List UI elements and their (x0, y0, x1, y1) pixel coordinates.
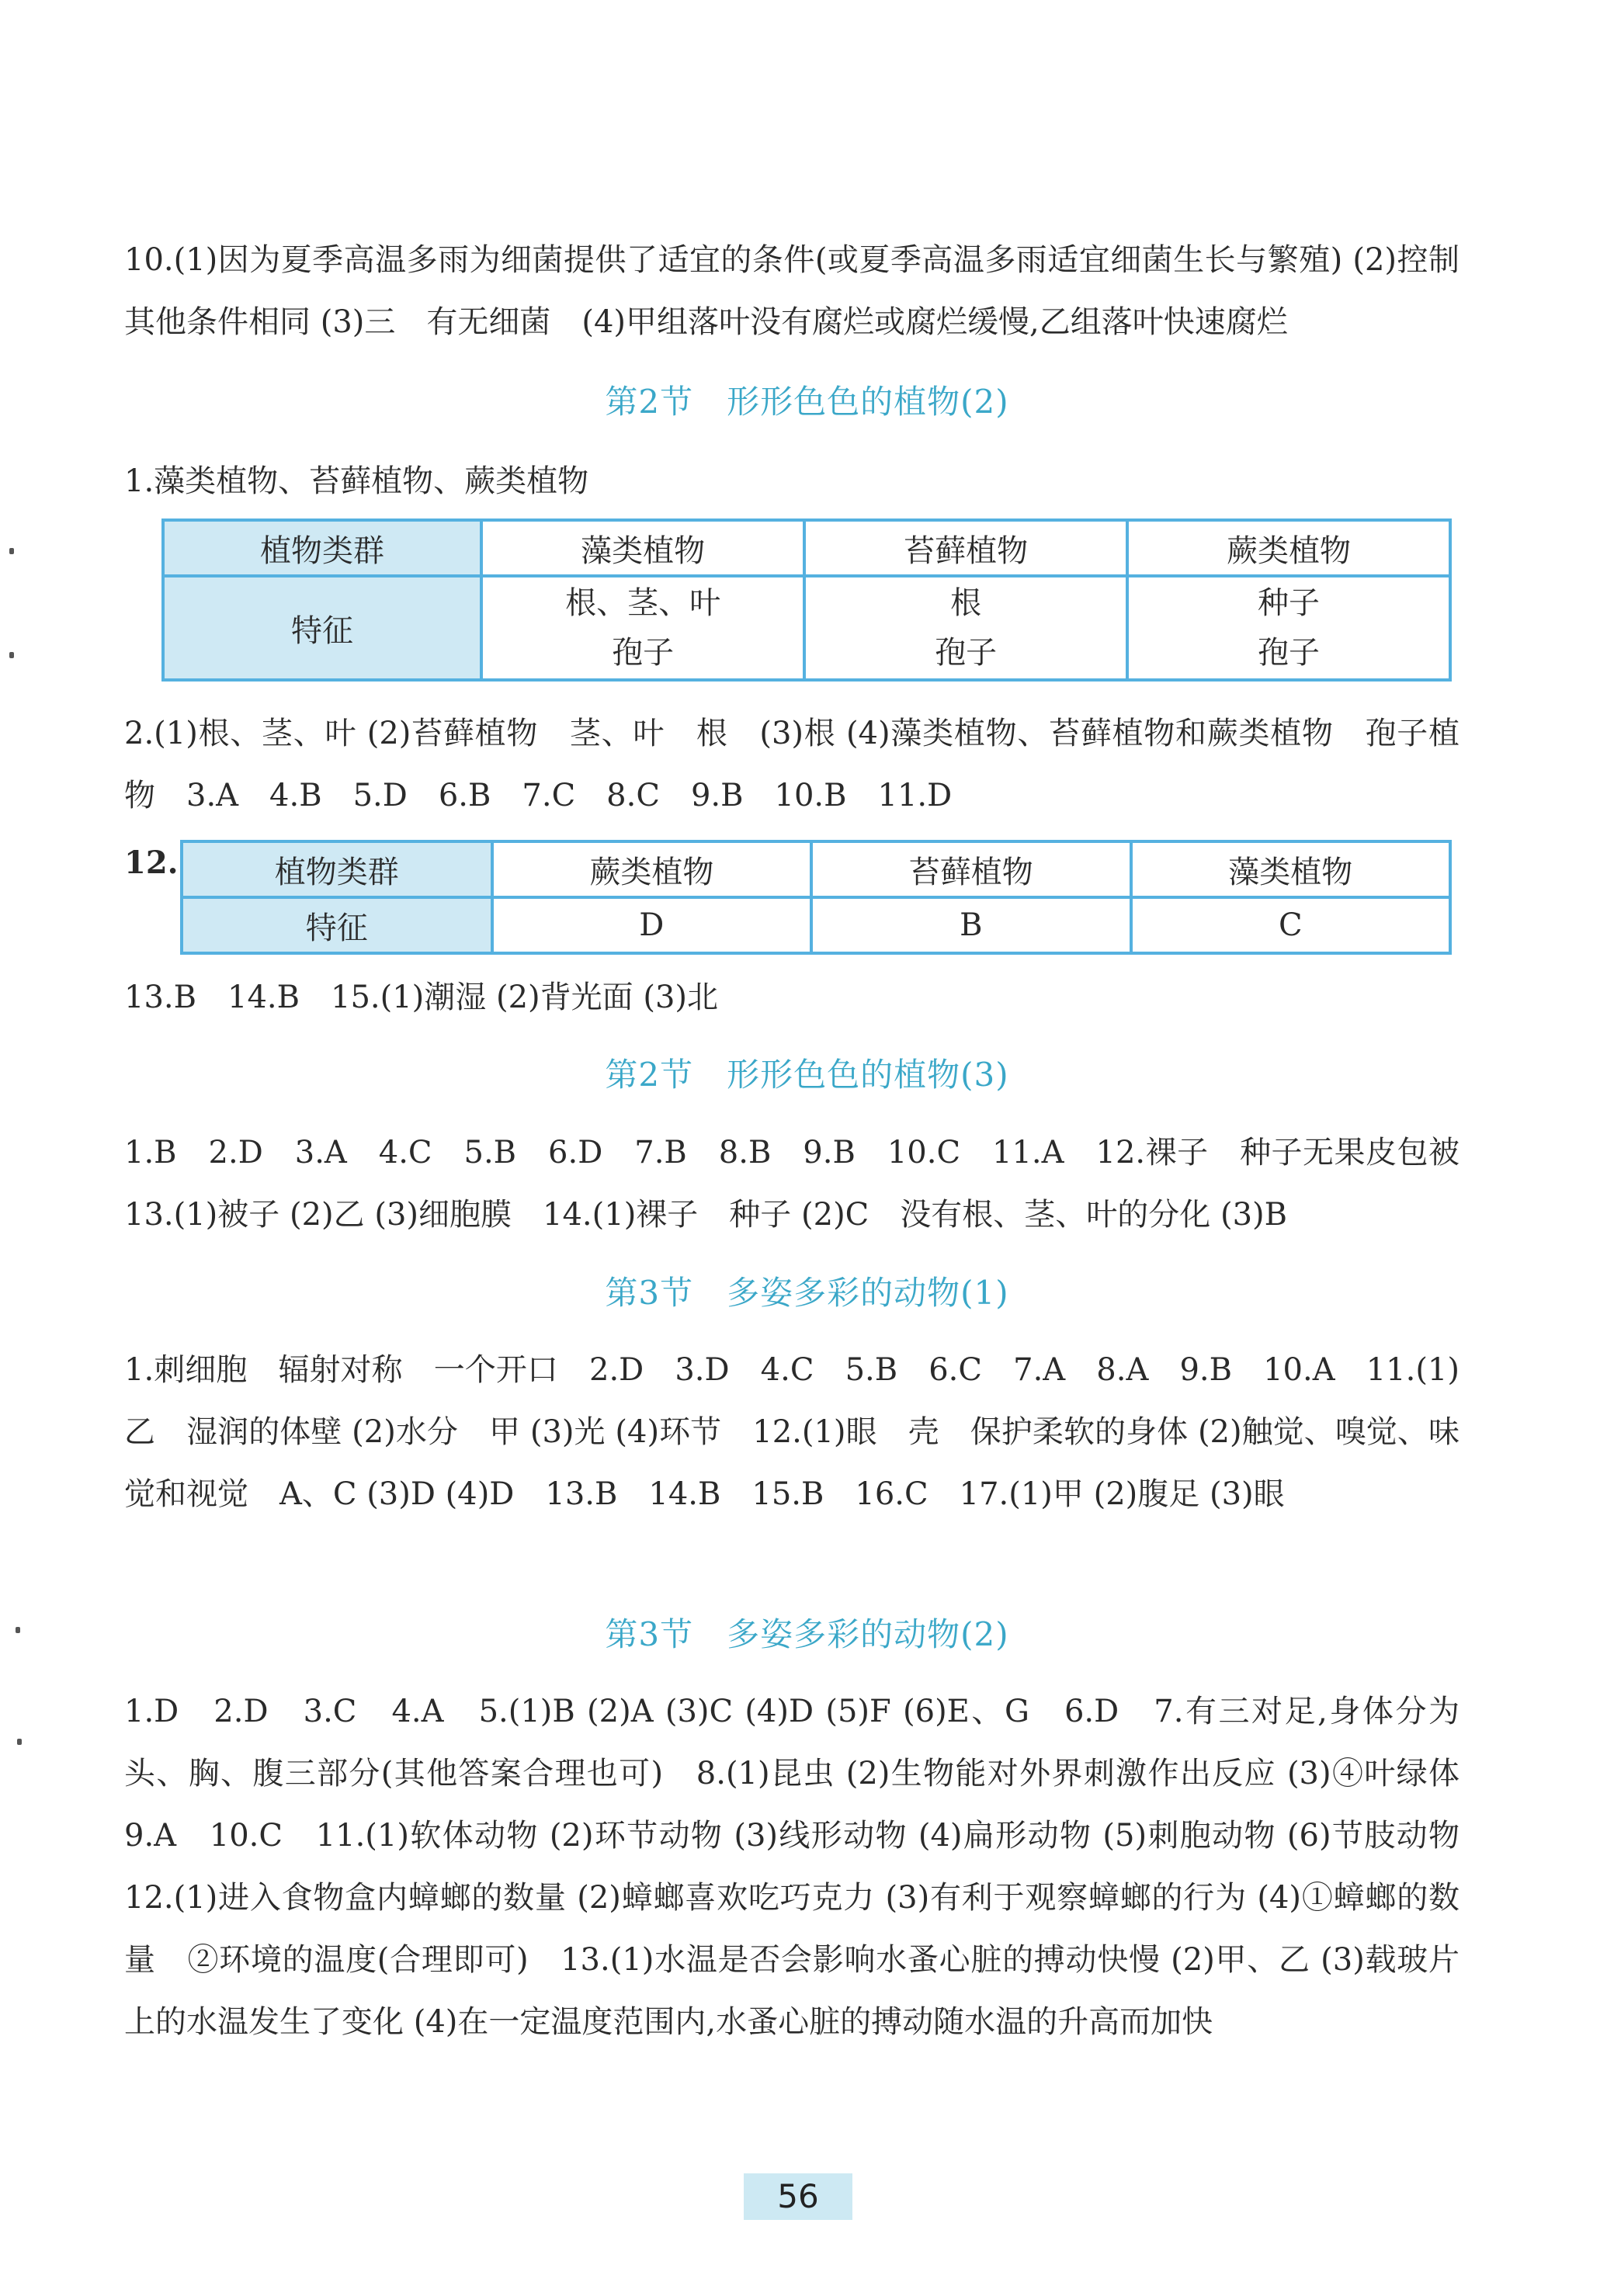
table1-cell-1-line-2: 孢子 (612, 635, 675, 671)
table1-cell-3 (1127, 576, 1450, 680)
answer-block-q10: 10.(1)因为夏季高温多雨为细菌提供了适宜的条件(或夏季高温多雨适宜细菌生长与繁殖) (2)控制其他条件相同 (3)三 有无细菌 (4)甲组落叶没有腐烂或腐烂缓慢,乙组落叶快速腐烂 (124, 242, 1460, 340)
question-number-12: 12. (124, 845, 179, 881)
section-heading-plants-2: 第2节 形形色色的植物(2) (605, 383, 1009, 421)
plant-table-2 (180, 840, 1452, 955)
table2-cell-2: B (811, 897, 1130, 953)
table1-cell-2-line-1: 根 (950, 585, 982, 621)
table2-cell-3: C (1131, 897, 1450, 953)
section-heading-plants-3: 第2节 形形色色的植物(3) (605, 1056, 1009, 1094)
table1-cell-3-line-1: 种子 (1258, 585, 1321, 621)
table2-cell-1: D (492, 897, 811, 953)
table1-header-0: 植物类群 (163, 520, 481, 576)
table2-header-1: 蕨类植物 (492, 841, 811, 897)
page-number: 56 (744, 2173, 852, 2220)
table1-header-1: 藻类植物 (481, 520, 804, 576)
table1-cell-2 (804, 576, 1127, 680)
table2-header-0: 植物类群 (182, 841, 492, 897)
table1-cell-1 (481, 576, 804, 680)
answer-block-q2-q11: 2.(1)根、茎、叶 (2)苔藓植物 茎、叶 根 (3)根 (4)藻类植物、苔藓植物和蕨类植物 孢子植物 3.A 4.B 5.D 6.B 7.C 8.C 9.B 10.B 11.D (124, 716, 1460, 813)
answer-block-q1-plants-2: 1.藻类植物、苔藓植物、蕨类植物 (124, 463, 589, 499)
table1-cell-1-line-1: 根、茎、叶 (565, 585, 721, 621)
answer-block-animals-1: 1.刺细胞 辐射对称 一个开口 2.D 3.D 4.C 5.B 6.C 7.A 8.A 9.B 10.A 11.(1)乙 湿润的体壁 (2)水分 甲 (3)光 (4)环节 12.(1)眼 壳 保护柔软的身体 (2)触觉、嗅觉、味觉和视觉 A、C (3)D (4)D 13.B 14.B 15.B 16.C 17.(1)甲 (2)腹足 (3)眼 (124, 1352, 1460, 1512)
answer-block-animals-2: 1.D 2.D 3.C 4.A 5.(1)B (2)A (3)C (4)D (5)F (6)E、G 6.D 7.有三对足,身体分为头、胸、腹三部分(其他答案合理也可) 8.(1)昆虫 (2)生物能对外界刺激作出反应 (3)④叶绿体 9.A 10.C 11.(1)软体动物 (2)环节动物 (3)线形动物 (4)扁形动物 (5)刺胞动物 (6)节肢动物 12.(1)进入食物盒内蟑螂的数量 (2)蟑螂喜欢吃巧克力 (3)有利于观察蟑螂的行为 (4)①蟑螂的数量 ②环境的温度(合理即可) 13.(1)水温是否会影响水蚤心脏的搏动快慢 (2)甲、乙 (3)载玻片上的水温发生了变化 (4)在一定温度范围内,水蚤心脏的搏动随水温的升高而加快 (124, 1694, 1491, 2040)
table1-header-3: 蕨类植物 (1127, 520, 1450, 576)
table1-row-label: 特征 (163, 576, 481, 680)
section-heading-animals-2: 第3节 多姿多彩的动物(2) (605, 1615, 1009, 1653)
table2-header-2: 苔藓植物 (811, 841, 1130, 897)
table1-header-2: 苔藓植物 (804, 520, 1127, 576)
table1-cell-2-line-2: 孢子 (935, 635, 998, 671)
table2-header-3: 藻类植物 (1131, 841, 1450, 897)
table2-row-label: 特征 (182, 897, 492, 953)
margin-mark (16, 1627, 20, 1633)
margin-mark (9, 652, 14, 658)
margin-mark (9, 548, 14, 554)
table1-cell-3-line-2: 孢子 (1258, 635, 1321, 671)
answer-block-plants-3: 1.B 2.D 3.A 4.C 5.B 6.D 7.B 8.B 9.B 10.C 11.A 12.裸子 种子无果皮包被 13.(1)被子 (2)乙 (3)细胞膜 14.(1)裸子 种子 (2)C 没有根、茎、叶的分化 (3)B (124, 1135, 1491, 1233)
section-heading-animals-1: 第3节 多姿多彩的动物(1) (605, 1274, 1009, 1312)
answer-block-q13-q15: 13.B 14.B 15.(1)潮湿 (2)背光面 (3)北 (124, 980, 719, 1015)
margin-mark (17, 1739, 22, 1745)
plant-table-1 (161, 519, 1452, 682)
